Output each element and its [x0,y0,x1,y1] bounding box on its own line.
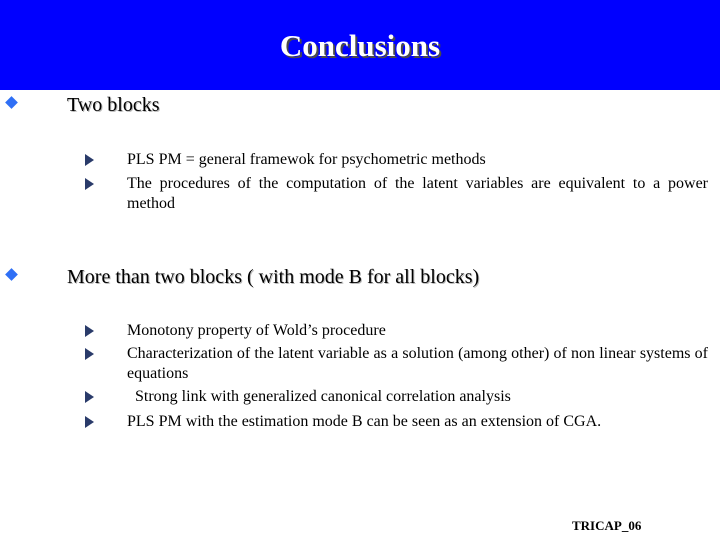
list-item: The procedures of the computation of the latent variables are equivalent to a power method [127,175,708,212]
list-item: Strong link with generalized canonical correlation analysis [127,388,511,405]
bullet-icon [7,98,16,107]
arrow-bullet-icon [85,348,94,360]
list-item: PLS PM = general framewok for psychometric methods [127,151,486,168]
arrow-bullet-icon [85,154,94,166]
arrow-bullet-icon [85,178,94,190]
arrow-bullet-icon [85,391,94,403]
list-item: Monotony property of Wold’s procedure [127,322,386,339]
list-item: Characterization of the latent variable as a solution (among other) of non linear systems of equations [127,345,708,382]
slide-title: Conclusions [279,28,441,63]
section-heading-two-blocks: Two blocks [67,94,160,116]
section-heading-more-than-two-blocks: More than two blocks ( with mode B for all blocks) [67,266,480,288]
footer-label: TRICAP_06 [572,518,642,533]
arrow-bullet-icon [85,325,94,337]
list-item: PLS PM with the estimation mode B can be seen as an extension of CGA. [127,413,602,430]
arrow-bullet-icon [85,416,94,428]
bullet-icon [7,270,16,279]
